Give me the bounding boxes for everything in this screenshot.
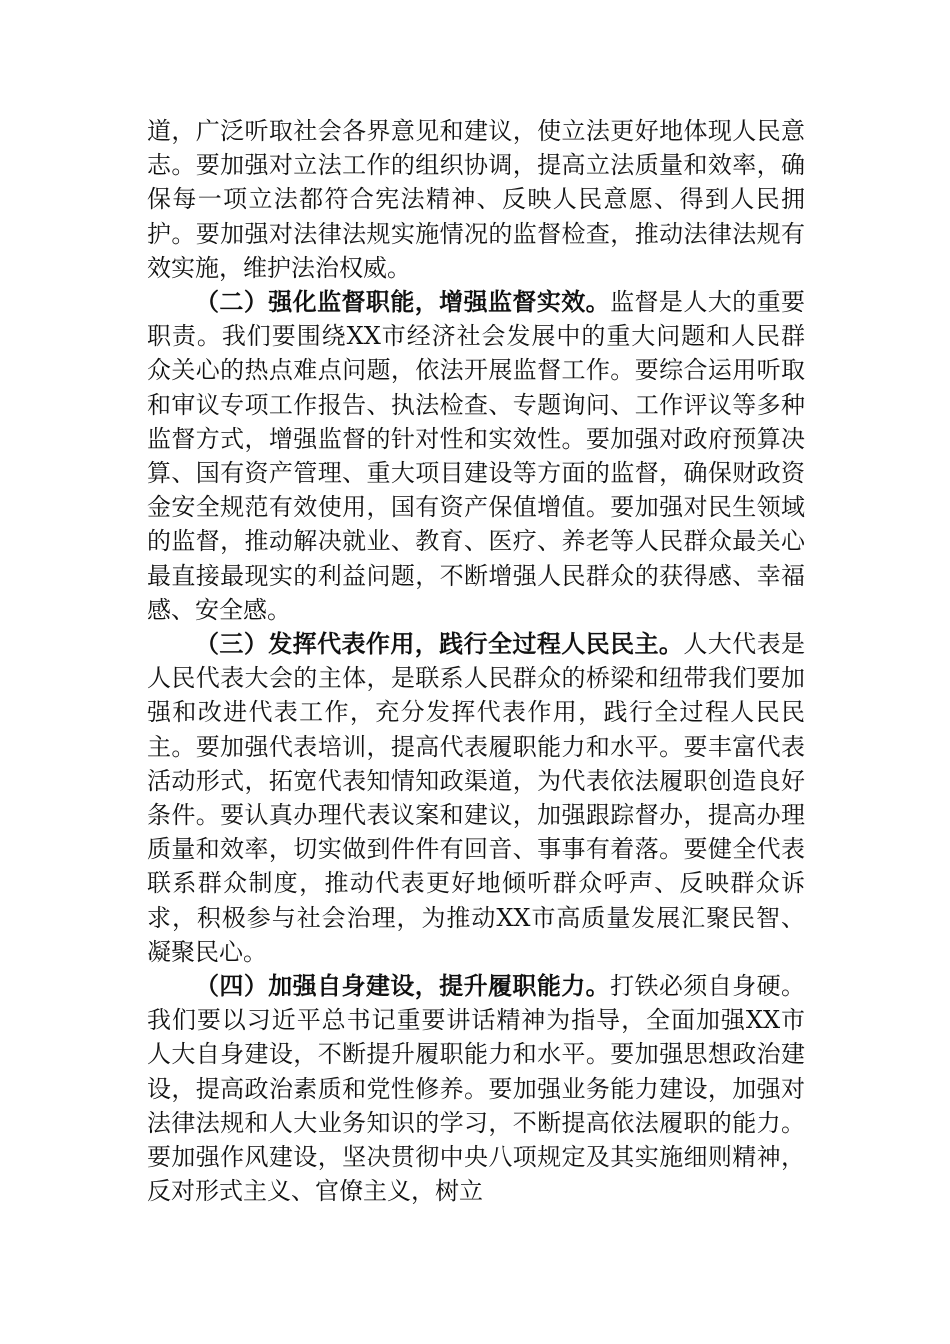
section-heading: （三）发挥代表作用，践行全过程人民民主。 bbox=[195, 629, 684, 659]
document-body bbox=[147, 114, 805, 1209]
paragraph-body: 打铁必须自身硬。我们要以习近平总书记重要讲话精神为指导，全面加强XX市人大自身建设，不断提升履职能力和水平。要加强思想政治建设，提高政治素质和党性修养。要加强业务能力建设，加强对法律法规和人大业务知识的学习，不断提高依法履职的能力。要加强作风建设，坚决贯彻中央八项规定及其实施细则精神，反对形式主义、官僚主义，树立 bbox=[147, 972, 806, 1206]
section-heading: （四）加强自身建设，提升履职能力。 bbox=[195, 971, 611, 1001]
paragraph-body: 人大代表是人民代表大会的主体，是联系人民群众的桥梁和纽带我们要加强和改进代表工作，充分发挥代表作用，践行全过程人民民主。要加强代表培训，提高代表履职能力和水平。要丰富代表活动形式，拓宽代表知情知政渠道，为代表依法履职创造良好条件。要认真办理代表议案和建议，加强跟踪督办，提高办理质量和效率，切实做到件件有回音、事事有着落。要健全代表联系群众制度，推动代表更好地倾听群众呼声、反映群众诉求，积极参与社会治理，为推动XX市高质量发展汇聚民智、凝聚民心。 bbox=[147, 630, 806, 966]
paragraph-section-4 bbox=[147, 969, 805, 1208]
paragraph-section-3 bbox=[147, 627, 805, 969]
section-heading: （二）强化监督职能，增强监督实效。 bbox=[195, 287, 611, 317]
paragraph-continuation bbox=[147, 114, 805, 285]
paragraph-section-2 bbox=[147, 285, 805, 627]
paragraph-body: 道，广泛听取社会各界意见和建议，使立法更好地体现人民意志。要加强对立法工作的组织协调，提高立法质量和效率，确保每一项立法都符合宪法精神、反映人民意愿、得到人民拥护。要加强对法律法规实施情况的监督检查，推动法律法规有效实施，维护法治权威。 bbox=[147, 117, 805, 282]
paragraph-body: 监督是人大的重要职责。我们要围绕XX市经济社会发展中的重大问题和人民群众关心的热点难点问题，依法开展监督工作。要综合运用听取和审议专项工作报告、执法检查、专题询问、工作评议等多种监督方式，增强监督的针对性和实效性。要加强对政府预算决算、国有资产管理、重大项目建设等方面的监督，确保财政资金安全规范有效使用，国有资产保值增值。要加强对民生领域的监督，推动解决就业、教育、医疗、养老等人民群众最关心最直接最现实的利益问题，不断增强人民群众的获得感、幸福感、安全感。 bbox=[147, 288, 806, 624]
